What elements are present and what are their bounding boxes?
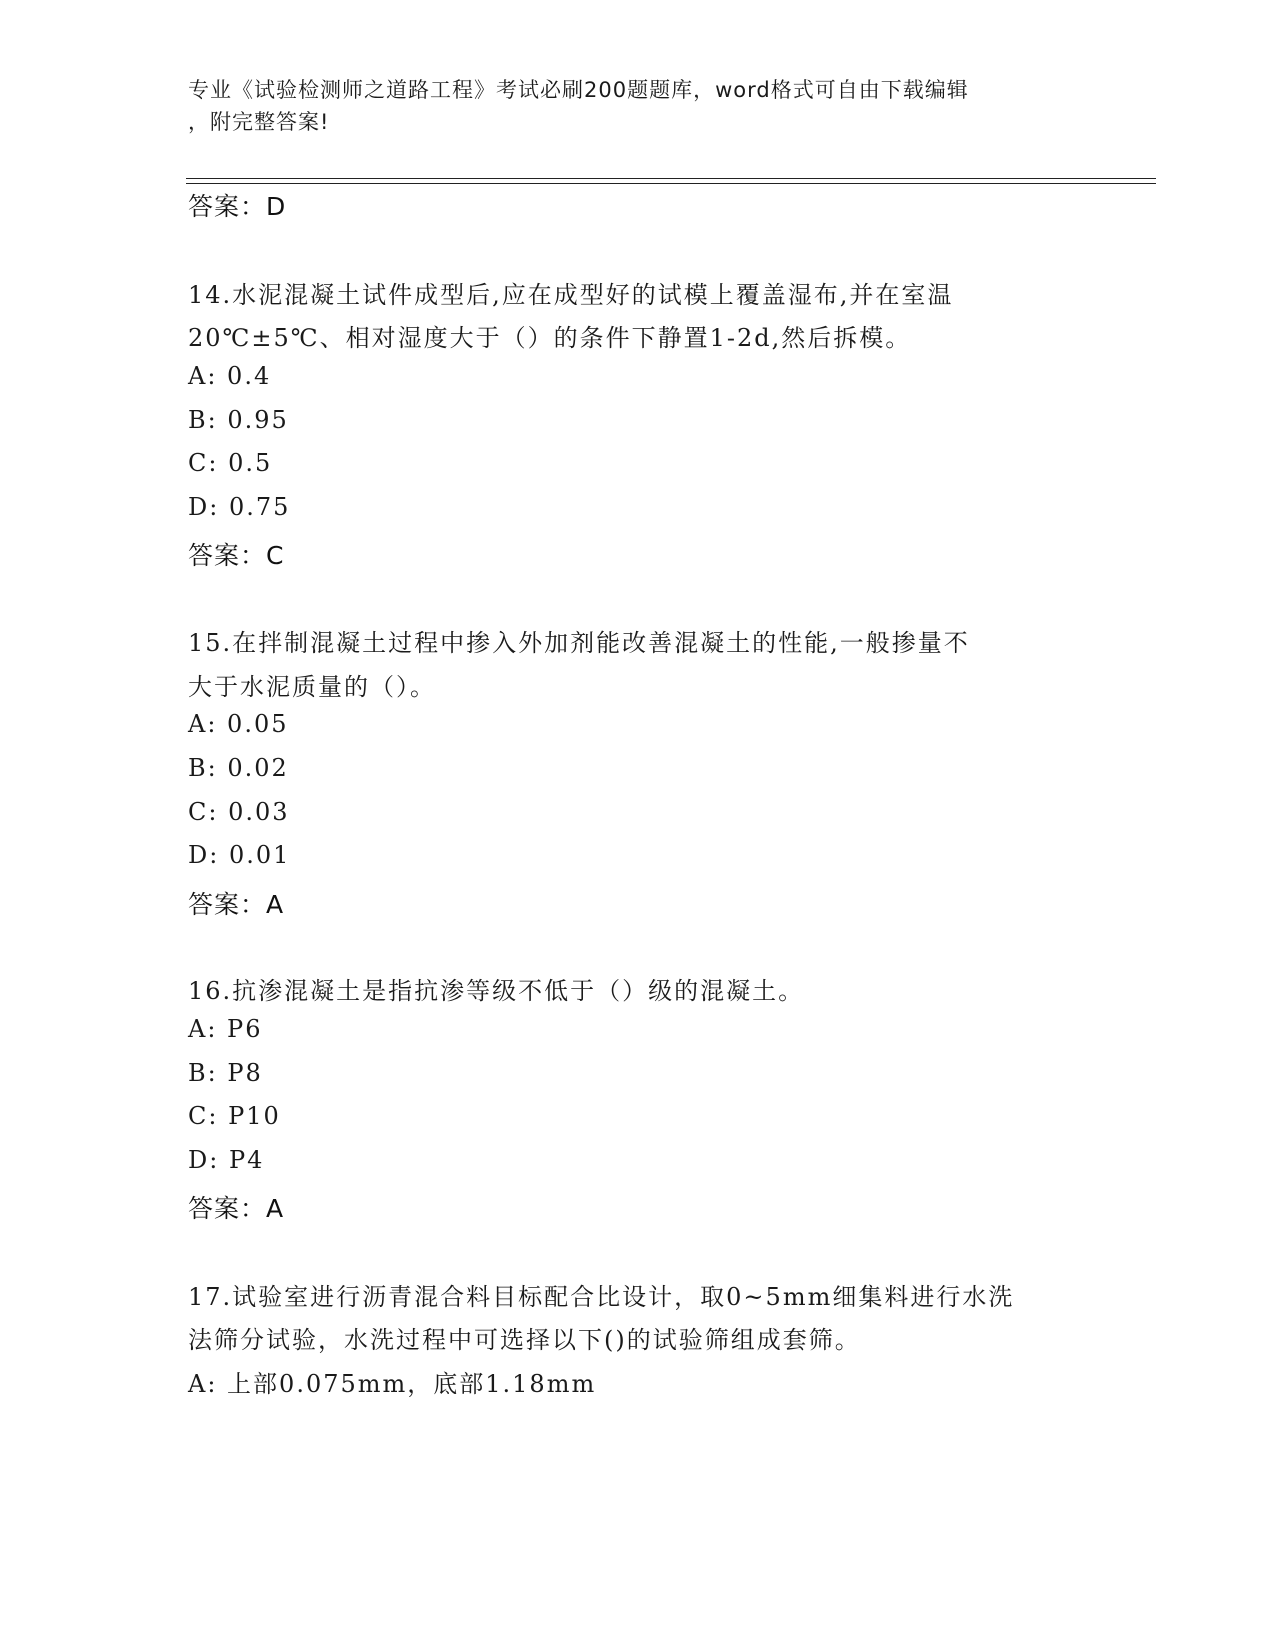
question-15-option-c: C: 0.03 [188, 798, 290, 826]
question-16-option-b: B: P8 [188, 1059, 263, 1087]
question-15-option-b: B: 0.02 [188, 754, 289, 782]
header-divider-top [186, 178, 1156, 179]
document-header [188, 74, 1068, 138]
question-15-stem-line-1: 15.在拌制混凝土过程中掺入外加剂能改善混凝土的性能,一般掺量不 [188, 629, 970, 657]
question-16-option-c: C: P10 [188, 1102, 281, 1130]
question-15-answer: 答案：A [188, 890, 285, 919]
question-14-option-c: C: 0.5 [188, 449, 273, 477]
question-14-option-a: A: 0.4 [188, 362, 272, 390]
question-15-stem-line-2: 大于水泥质量的（）。 [188, 673, 436, 701]
previous-answer: 答案：D [188, 192, 287, 221]
question-17-stem-line-1: 17.试验室进行沥青混合料目标配合比设计，取0~5mm细集料进行水洗 [188, 1283, 1015, 1311]
question-16-option-a: A: P6 [188, 1015, 263, 1043]
question-14-stem-line-2: 20℃±5℃、相对湿度大于（）的条件下静置1-2d,然后拆模。 [188, 324, 912, 352]
question-14-answer: 答案：C [188, 541, 285, 570]
question-14-stem-line-1: 14.水泥混凝土试件成型后,应在成型好的试模上覆盖湿布,并在室温 [188, 281, 954, 309]
question-17-stem-line-2: 法筛分试验，水洗过程中可选择以下()的试验筛组成套筛。 [188, 1326, 861, 1354]
question-17-option-a: A: 上部0.075mm，底部1.18mm [188, 1370, 597, 1398]
question-15-option-a: A: 0.05 [188, 710, 289, 738]
question-16-answer: 答案：A [188, 1194, 285, 1223]
question-15-option-d: D: 0.01 [188, 841, 291, 869]
question-16-option-d: D: P4 [188, 1146, 265, 1174]
question-16-stem-line-1: 16.抗渗混凝土是指抗渗等级不低于（）级的混凝土。 [188, 977, 805, 1005]
header-line-2: ，附完整答案! [188, 110, 330, 134]
question-14-option-d: D: 0.75 [188, 493, 291, 521]
header-divider-bottom [186, 183, 1156, 184]
question-14-option-b: B: 0.95 [188, 406, 289, 434]
header-line-1: 专业《试验检测师之道路工程》考试必刷200题题库，word格式可自由下载编辑 [188, 78, 969, 102]
